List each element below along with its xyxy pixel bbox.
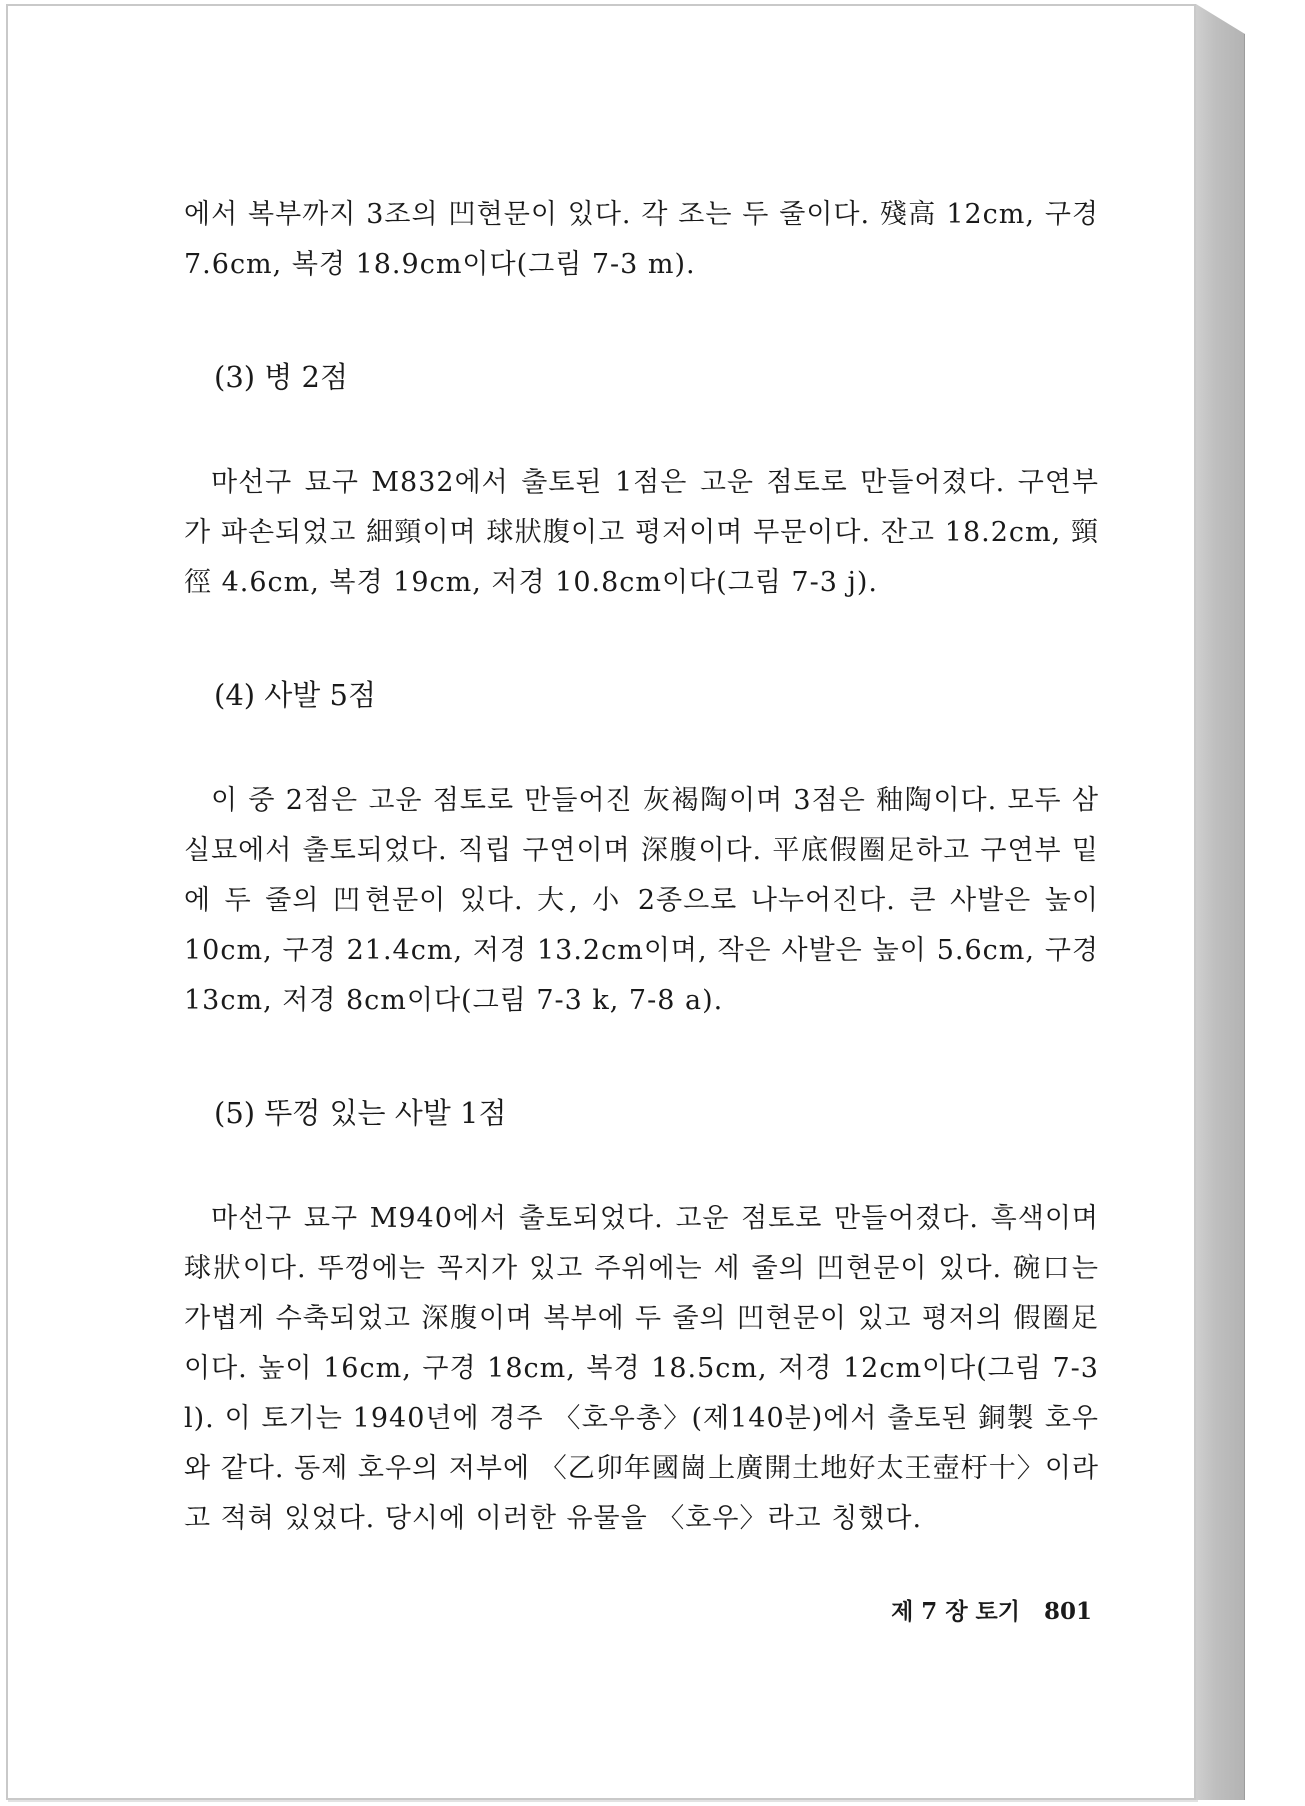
- paragraph-continuation: 에서 복부까지 3조의 凹현문이 있다. 각 조는 두 줄이다. 殘高 12cm, 구경 7.6cm, 복경 18.9cm이다(그림 7-3 m).: [184, 199, 1099, 280]
- section-heading-lidded-bowl: (5) 뚜껑 있는 사발 1점: [214, 1096, 507, 1130]
- paragraph-bowl: 이 중 2점은 고운 점토로 만들어진 灰褐陶이며 3점은 釉陶이다. 모두 삼실묘에서 출토되었다. 직립 구연이며 深腹이다. 平底假圈足하고 구연부 밑에 두 줄의 凹현문이 있다. 大, 小 2종으로 나누어진다. 큰 사발은 높이 10cm, 구경 21.4cm, 저경 13.2cm이며, 작은 사발은 높이 5.6cm, 구경 13cm, 저경 8cm이다(그림 7-3 k, 7-8 a).: [184, 785, 1099, 1016]
- section-heading-bottle: (3) 병 2점: [214, 360, 348, 394]
- section-heading-bowl: (4) 사발 5점: [214, 678, 377, 712]
- page-number: 801: [1043, 1598, 1092, 1625]
- paragraph-lidded-bowl: 마선구 묘구 M940에서 출토되었다. 고운 점토로 만들어졌다. 흑색이며 球狀이다. 뚜껑에는 꼭지가 있고 주위에는 세 줄의 凹현문이 있다. 碗口는 가볍게 수축되었고 深腹이며 복부에 두 줄의 凹현문이 있고 평저의 假圈足이다. 높이 16cm, 구경 18cm, 복경 18.5cm, 저경 12cm이다(그림 7-3 l). 이 토기는 1940년에 경주 〈호우총〉(제140분)에서 출토된 銅製 호우와 같다. 동제 호우의 저부에 〈乙卯年國崗上廣開土地好太王壺杅十〉이라고 적혀 있었다. 당시에 이러한 유물을 〈호우〉라고 칭했다.: [184, 1203, 1099, 1534]
- page-body: [184, 190, 1099, 1544]
- page-footer: [860, 1592, 1092, 1632]
- book-edge: [1196, 4, 1245, 1800]
- chapter-title: 제 7 장 토기: [891, 1598, 1020, 1625]
- book-edge-line: [1244, 34, 1245, 1800]
- paragraph-bottle: 마선구 묘구 M832에서 출토된 1점은 고운 점토로 만들어졌다. 구연부가 파손되었고 細頸이며 球狀腹이고 평저이며 무문이다. 잔고 18.2cm, 頸徑 4.6cm, 복경 19cm, 저경 10.8cm이다(그림 7-3 j).: [184, 467, 1099, 598]
